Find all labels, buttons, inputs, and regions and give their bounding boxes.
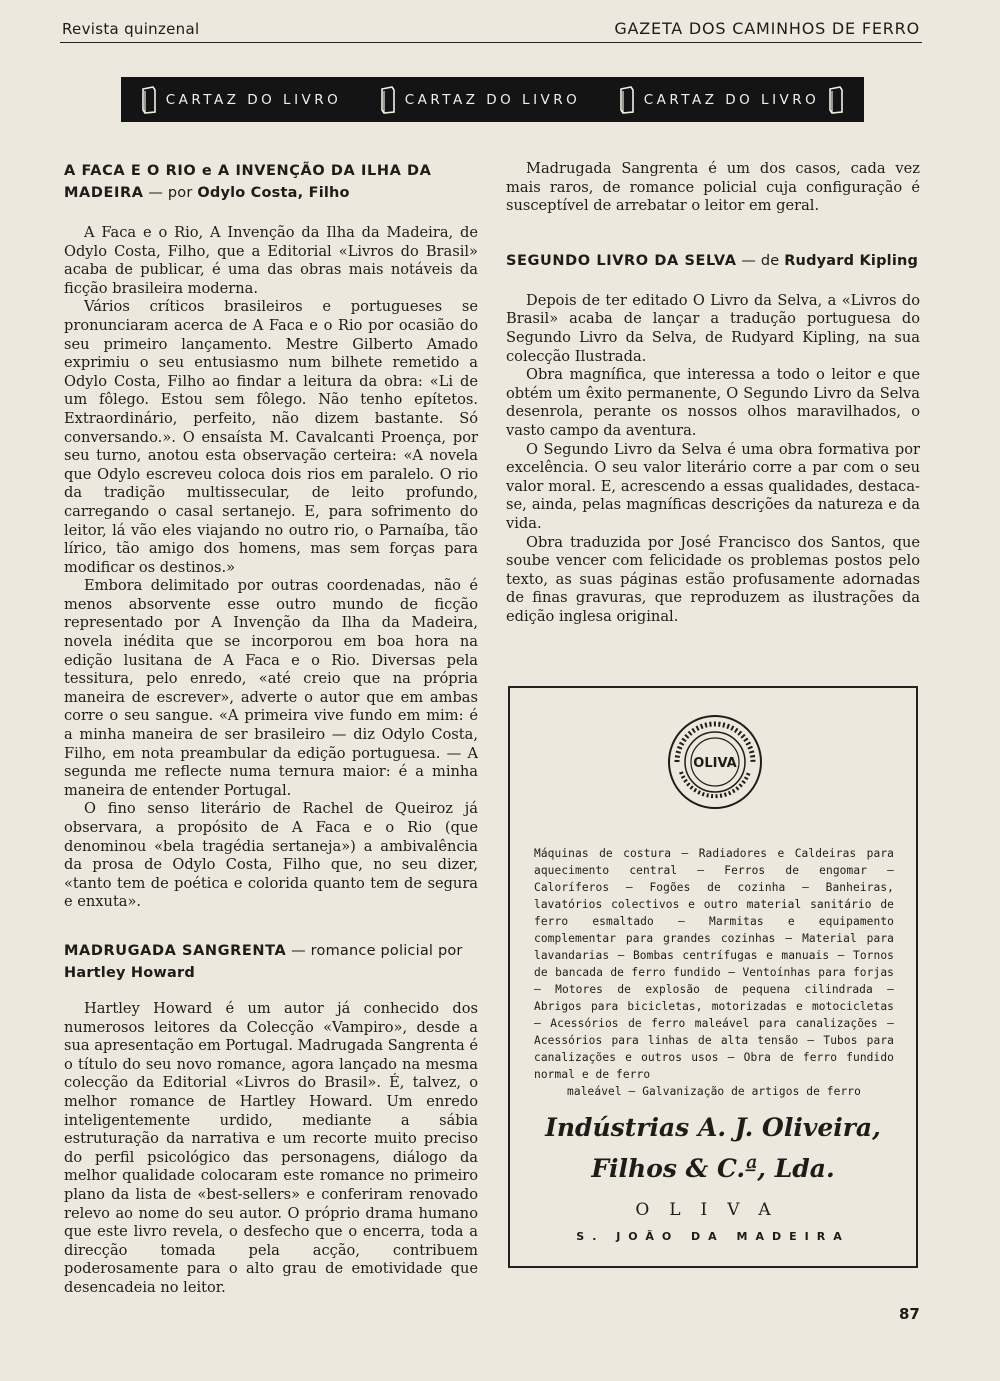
article-body xyxy=(506,160,920,216)
header-rule xyxy=(60,42,922,43)
seal-monogram: OLIVA xyxy=(693,756,737,771)
book-icon xyxy=(379,86,397,114)
product-list: Máquinas de costura — Radiadores e Caldeiras para aquecimento central — Ferros de engomar — Caloríferos — Fogões de cozinha — Banheiras, lavatórios colectivos e outro material sanitário de ferro esmaltado — Marmitas e equipamento complementar para grandes cozinhas — Material para lavandarias — Bombas centrífugas e manuais — Tornos de bancada de ferro fundido — Ventoínhas para forjas — Motores de explosão de pequena cilindrada — Abrigos para bicicletas, motorizadas e motocicletas — Acessórios de ferro maleável para canalizações — Acessórios para linhas de alta tensão — Tubos para canalizações e outros usos — Obra de ferro fundido normal e de ferro maleável — Galvanização de artigos de ferro xyxy=(534,847,894,1098)
paragraph: O fino senso literário de Rachel de Queiroz já observara, a propósito de A Faca e o Rio (que denominou «bela tragédia sertaneja») a ambivalência da prosa de Odylo Costa, Filho que, no seu dizer, «tanto tem de poética e colorida quanto tem de segura e enxuta». xyxy=(64,800,478,911)
company-name-line2: Filhos & C.ª, Lda. xyxy=(591,1154,835,1183)
article-heading: MADRUGADA SANGRENTA — romance policial por Hartley Howard xyxy=(64,942,463,981)
advertisement xyxy=(508,686,918,1268)
paragraph: Embora delimitado por outras coordenadas, não é menos absorvente esse outro mundo de ficção representado por A Invenção da Ilha da Madeira, novela inédita que se incorporou em boa hora na edição lusitana de A Faca e o Rio. Diversas pela tessitura, pelo enredo, «até creio que na própria maneira de escrever», adverte o autor que em ambas corre o seu sangue. «A primeira vive fundo em mim: é a minha maneira de ser brasileiro — diz Odylo Costa, Filho, em nota preambular da edição portuguesa. — A segunda me reflecte numa ternura maior: é a minha maneira de entender Portugal. xyxy=(64,577,478,799)
section-banner xyxy=(121,77,864,122)
article-heading: SEGUNDO LIVRO DA SELVA — de Rudyard Kipling xyxy=(506,252,919,269)
article-body xyxy=(506,292,920,627)
paragraph: Obra magnífica, que interessa a todo o leitor e que obtém um êxito permanente, O Segundo Livro da Selva desenrola, perante os nossos olhos maravilhados, o vasto campo da aventura. xyxy=(506,366,920,439)
paragraph: A Faca e o Rio, A Invenção da Ilha da Madeira, de Odylo Costa, Filho, que a Editorial «Livros do Brasil» acaba de publicar, é uma das obras mais notáveis da ficção brasileira moderna. xyxy=(64,224,478,297)
paragraph: O Segundo Livro da Selva é uma obra formativa por excelência. O seu valor literário corre a par com o seu valor moral. E, acrescendo a essas qualidades, destaca-se, ainda, pelas magníficas descrições da natureza e da vida. xyxy=(506,440,920,532)
book-icon xyxy=(140,86,158,114)
paragraph: Vários críticos brasileiros e portugueses se pronunciaram acerca de A Faca e o Rio por ocasião do seu primeiro lançamento. Mestre Gilberto Amado exprimiu o seu entusiasmo num bilhete remetido a Odylo Costa, Filho ao findar a leitura da obra: «Li de um fôlego. Estou sem fôlego. Não tenho epítetos. Extraordinário, perfeito, não dizem bastante. Só conversando.». O ensaísta M. Cavalcanti Proença, por seu turno, anotou esta observação certeira: «A novela que Odylo escreveu coloca dois rios em paralelo. O rio da tradição multissecular, de leito profundo, carregando o casal sertanejo. E, para sofrimento do leitor, lá vão eles viajando no outro rio, o Parnaíba, tão lírico, tão amigo dos homens, mas sem forças para modificar os destinos.» xyxy=(64,298,478,576)
banner-label: CARTAZ DO LIVRO xyxy=(643,91,820,108)
article-body xyxy=(64,1000,478,1298)
paragraph: Madrugada Sangrenta é um dos casos, cada vez mais raros, de romance policial cuja configuração é susceptível de arrebatar o leitor em geral. xyxy=(506,160,920,215)
article-heading: A FACA E O RIO e A INVENÇÃO DA ILHA DA MADEIRA — por Odylo Costa, Filho xyxy=(64,163,432,201)
book-icon xyxy=(618,86,636,114)
paragraph: Hartley Howard é um autor já conhecido dos numerosos leitores da Colecção «Vampiro», desde a sua apresentação em Portugal. Madrugada Sangrenta é o título do seu novo romance, agora lançado na mesma colecção da Editorial «Livros do Brasil». É, talvez, o melhor romance de Hartley Howard. Um enredo inteligentemente urdido, mediante a sábia estruturação da narrativa e um recorte muito preciso do perfil psicológico das personagens, diálogo da melhor qualidade colocaram este romance no primeiro plano da lista de «best-sellers» e conferiram renovado relevo ao nome do seu autor. O próprio drama humano que este livro revela, o desfecho que o encerra, toda a direcção tomada pela acção, contribuem poderosamente para o alto grau de emotividade que desencadeia no leitor. xyxy=(64,999,479,1296)
left-column xyxy=(64,160,478,1297)
paragraph: Obra traduzida por José Francisco dos Santos, que soube vencer com felicidade os problemas postos pelo texto, as suas páginas estão profusamente adornadas de finas gravuras, que reproduzem as ilustrações da edição inglesa original. xyxy=(506,533,920,625)
page-number: 87 xyxy=(899,1305,920,1323)
brand-name: OLIVA xyxy=(635,1200,791,1220)
banner-label: CARTAZ DO LIVRO xyxy=(404,91,581,108)
company-seal-logo xyxy=(667,714,763,810)
company-location: S. JOÃO DA MADEIRA xyxy=(576,1230,850,1243)
paragraph: Depois de ter editado O Livro da Selva, a «Livros do Brasil» acaba de lançar a tradução portuguesa do Segundo Livro da Selva, de Rudyard Kipling, na sua colecção Ilustrada. xyxy=(506,291,920,365)
book-icon xyxy=(827,86,845,114)
running-header-left: Revista quinzenal xyxy=(62,20,200,38)
running-header-right: GAZETA DOS CAMINHOS DE FERRO xyxy=(614,19,920,38)
article-body xyxy=(64,224,478,912)
company-name-line1: Indústrias A. J. Oliveira, xyxy=(545,1113,881,1142)
right-column xyxy=(506,160,920,626)
banner-label: CARTAZ DO LIVRO xyxy=(165,91,342,108)
